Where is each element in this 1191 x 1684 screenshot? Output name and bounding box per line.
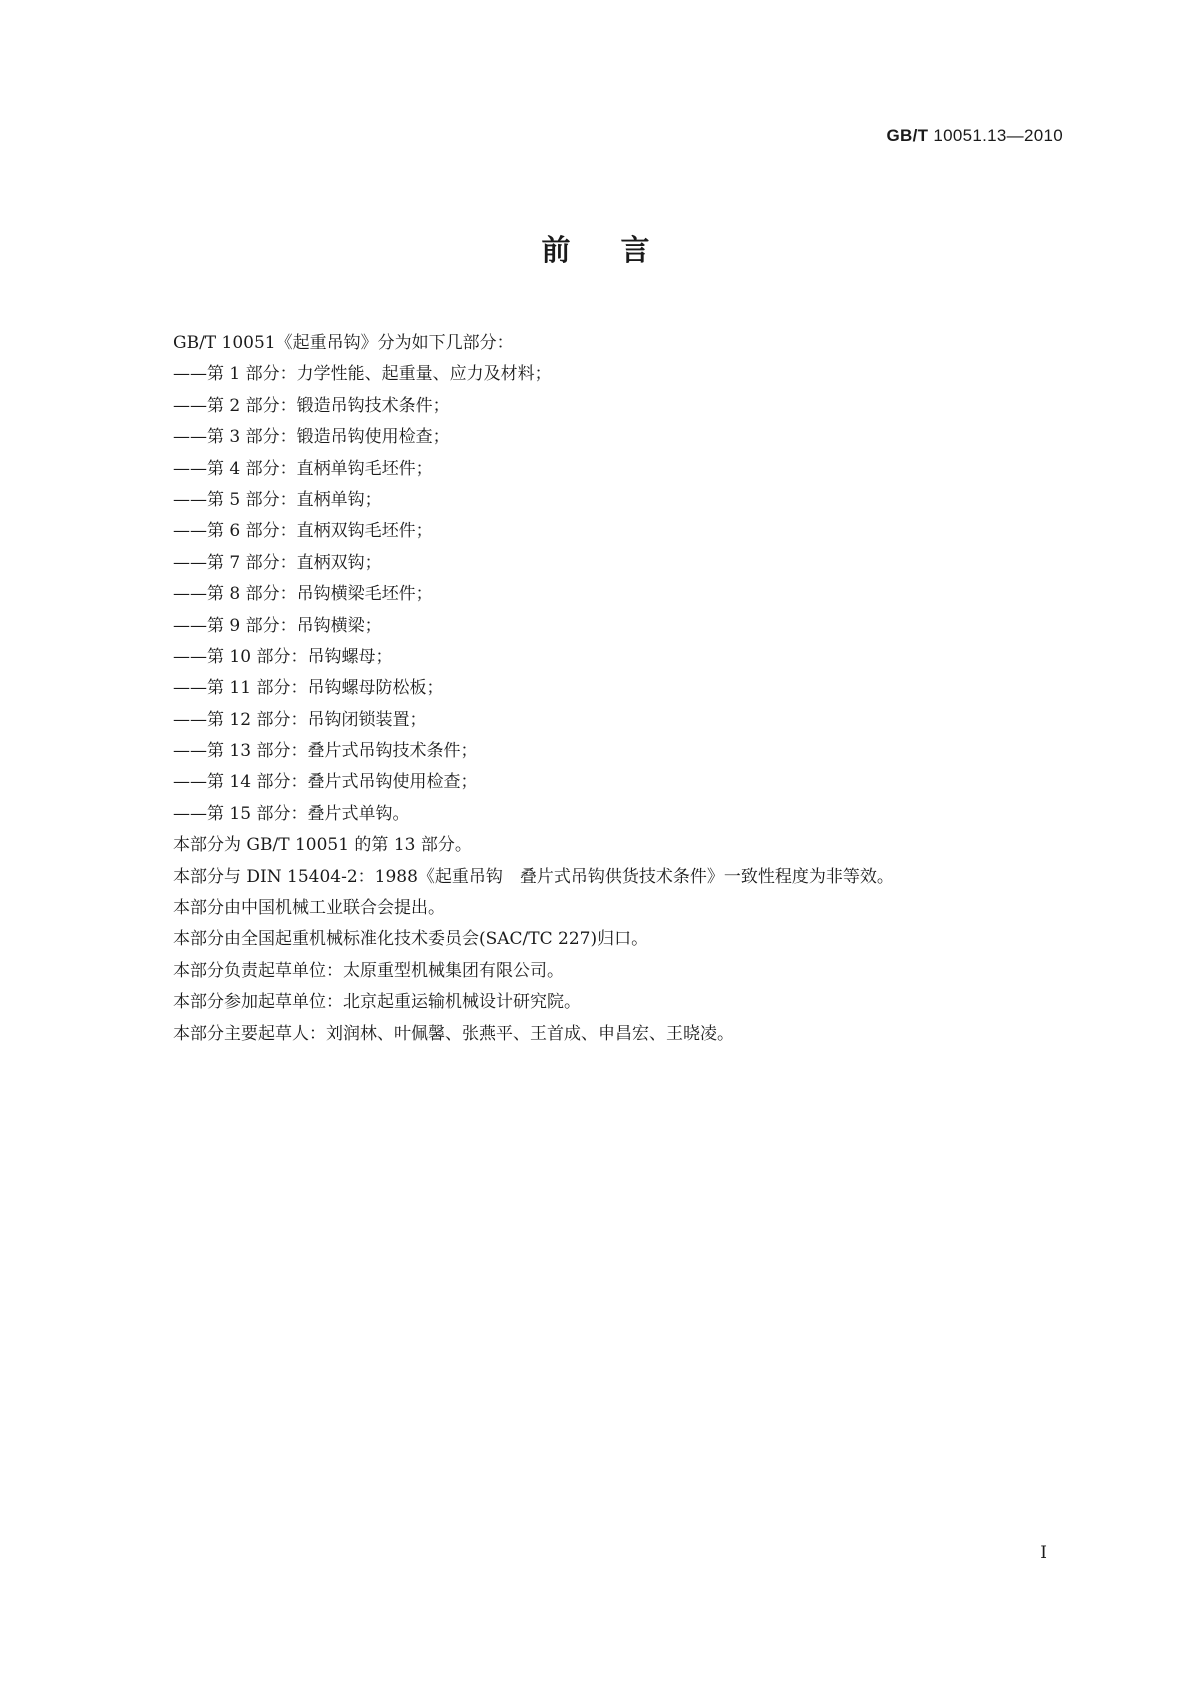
- body-line: ——第 6 部分：直柄双钩毛坯件；: [173, 521, 433, 542]
- body-line: ——第 14 部分：叠片式吊钩使用检查；: [173, 772, 478, 793]
- body-line: ——第 15 部分：叠片式单钩。: [173, 803, 410, 824]
- body-line: 本部分由全国起重机械标准化技术委员会(SAC/TC 227)归口。: [173, 929, 649, 950]
- standard-number: [887, 126, 1063, 146]
- body-line: 本部分负责起草单位：太原重型机械集团有限公司。: [173, 960, 564, 981]
- standard-prefix: GB/T: [886, 126, 929, 145]
- page-number: I: [1040, 1543, 1047, 1563]
- body-line: ——第 9 部分：吊钩横梁；: [173, 615, 382, 636]
- body-line: GB/T 10051《起重吊钩》分为如下几部分：: [173, 333, 514, 353]
- body-line: 本部分主要起草人：刘润林、叶佩馨、张燕平、王首成、申昌宏、王晓凌。: [173, 1023, 734, 1044]
- body-line: ——第 13 部分：叠片式吊钩技术条件；: [173, 741, 478, 762]
- body-line: ——第 12 部分：吊钩闭锁装置；: [173, 709, 427, 730]
- body-line: 本部分参加起草单位：北京起重运输机械设计研究院。: [173, 992, 581, 1013]
- body-line: ——第 3 部分：锻造吊钩使用检查；: [173, 427, 450, 448]
- body-line: 本部分与 DIN 15404-2：1988《起重吊钩 叠片式吊钩供货技术条件》一致性程度为非等效。: [173, 866, 894, 887]
- body-line: ——第 5 部分：直柄单钩；: [173, 489, 382, 510]
- body-line: ——第 7 部分：直柄双钩；: [173, 552, 382, 573]
- body-line: ——第 8 部分：吊钩横梁毛坯件；: [173, 584, 433, 605]
- page-title: 前言: [541, 233, 700, 267]
- body-line: ——第 10 部分：吊钩螺母；: [173, 646, 393, 667]
- foreword-body: [173, 328, 1073, 1050]
- body-line: ——第 11 部分：吊钩螺母防松板；: [173, 678, 444, 699]
- body-line: 本部分由中国机械工业联合会提出。: [173, 898, 445, 919]
- standard-code: 10051.13—2010: [933, 126, 1063, 145]
- body-line: ——第 2 部分：锻造吊钩技术条件；: [173, 395, 450, 416]
- body-line: 本部分为 GB/T 10051 的第 13 部分。: [173, 835, 472, 856]
- body-line: ——第 1 部分：力学性能、起重量、应力及材料；: [173, 364, 552, 385]
- body-line: ——第 4 部分：直柄单钩毛坯件；: [173, 458, 433, 479]
